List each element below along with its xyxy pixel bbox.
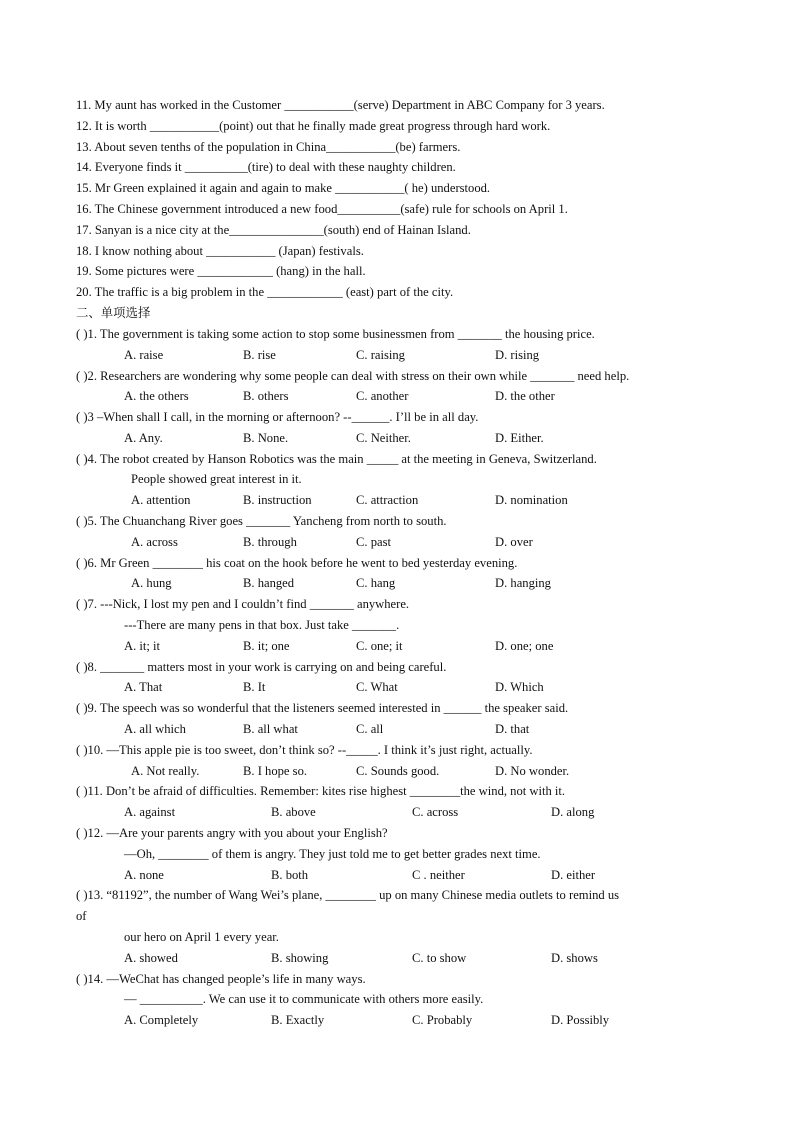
mc-option-11c: C. across (412, 805, 459, 819)
mc-option-13d: D. shows (551, 951, 598, 965)
mc-option-6a: A. hung (131, 576, 172, 590)
fill-item-14: 14. Everyone finds it __________(tire) to deal with these naughty children. (76, 160, 456, 174)
mc-option-5b: B. through (243, 535, 297, 549)
mc-option-8b: B. It (243, 680, 266, 694)
mc-option-1c: C. raising (356, 348, 405, 362)
mc-option-3c: C. Neither. (356, 431, 411, 445)
mc-option-4b: B. instruction (243, 493, 312, 507)
mc-option-2c: C. another (356, 389, 409, 403)
mc-option-7b: B. it; one (243, 639, 290, 653)
fill-item-13: 13. About seven tenths of the population in China___________(be) farmers. (76, 140, 461, 154)
mc-question-4: ( )4. The robot created by Hanson Robotics was the main _____ at the meeting in Geneva, Switzerland. (76, 452, 597, 466)
mc-option-5a: A. across (131, 535, 178, 549)
mc-option-9c: C. all (356, 722, 384, 736)
mc-option-8d: D. Which (495, 680, 544, 694)
mc-option-12c: C . neither (412, 868, 465, 882)
mc-question-13-continued: our hero on April 1 every year. (124, 930, 279, 944)
mc-option-12d: D. either (551, 868, 596, 882)
mc-option-14b: B. Exactly (271, 1013, 325, 1027)
mc-question-2: ( )2. Researchers are wondering why some people can deal with stress on their own while _______ need help. (76, 369, 630, 383)
mc-option-6c: C. hang (356, 576, 396, 590)
mc-option-10c: C. Sounds good. (356, 764, 440, 778)
mc-question-11: ( )11. Don’t be afraid of difficulties. Remember: kites rise highest ________the wind, not with it. (76, 784, 566, 798)
fill-item-20: 20. The traffic is a big problem in the ____________ (east) part of the city. (76, 285, 454, 299)
mc-option-14c: C. Probably (412, 1013, 473, 1027)
mc-option-6d: D. hanging (495, 576, 551, 590)
mc-option-11b: B. above (271, 805, 316, 819)
mc-option-1a: A. raise (124, 348, 164, 362)
mc-option-13c: C. to show (412, 951, 467, 965)
mc-option-8c: C. What (356, 680, 398, 694)
mc-question-1: ( )1. The government is taking some action to stop some businessmen from _______ the housing price. (76, 327, 595, 341)
mc-option-9a: A. all which (124, 722, 186, 736)
mc-option-14a: A. Completely (124, 1013, 199, 1027)
mc-option-7d: D. one; one (495, 639, 554, 653)
mc-option-4c: C. attraction (356, 493, 419, 507)
fill-item-17: 17. Sanyan is a nice city at the_______________(south) end of Hainan Island. (76, 223, 471, 237)
mc-option-13b: B. showing (271, 951, 329, 965)
mc-option-2a: A. the others (124, 389, 189, 403)
mc-option-12b: B. both (271, 868, 309, 882)
mc-option-4d: D. nomination (495, 493, 568, 507)
mc-option-9d: D. that (495, 722, 530, 736)
mc-option-7a: A. it; it (124, 639, 161, 653)
mc-option-14d: D. Possibly (551, 1013, 610, 1027)
section-title-multiple-choice: 二、单项选择 (76, 305, 151, 320)
mc-question-3: ( )3 –When shall I call, in the morning or afternoon? --______. I’ll be in all day. (76, 410, 479, 424)
mc-option-13a: A. showed (124, 951, 178, 965)
mc-option-2b: B. others (243, 389, 289, 403)
mc-option-3b: B. None. (243, 431, 289, 445)
mc-question-7: ( )7. ---Nick, I lost my pen and I couldn’t find _______ anywhere. (76, 597, 410, 611)
mc-option-3d: D. Either. (495, 431, 544, 445)
mc-option-8a: A. That (124, 680, 163, 694)
mc-question-13-wrap: of (76, 909, 87, 923)
mc-option-1b: B. rise (243, 348, 276, 362)
mc-question-9: ( )9. The speech was so wonderful that the listeners seemed interested in ______ the speaker said. (76, 701, 569, 715)
mc-option-10a: A. Not really. (131, 764, 200, 778)
mc-question-8: ( )8. _______ matters most in your work is carrying on and being careful. (76, 660, 447, 674)
mc-option-11a: A. against (124, 805, 176, 819)
fill-item-15: 15. Mr Green explained it again and again to make ___________( he) understood. (76, 181, 491, 195)
fill-item-18: 18. I know nothing about ___________ (Japan) festivals. (76, 244, 364, 258)
mc-option-6b: B. hanged (243, 576, 295, 590)
mc-option-4a: A. attention (131, 493, 191, 507)
fill-item-19: 19. Some pictures were ____________ (hang) in the hall. (76, 264, 366, 278)
fill-item-12: 12. It is worth ___________(point) out that he finally made great progress through hard work. (76, 119, 551, 133)
mc-option-10d: D. No wonder. (495, 764, 570, 778)
mc-question-5: ( )5. The Chuanchang River goes _______ Yancheng from north to south. (76, 514, 447, 528)
mc-option-7c: C. one; it (356, 639, 403, 653)
mc-question-14: ( )14. —WeChat has changed people’s life in many ways. (76, 972, 366, 986)
mc-option-5c: C. past (356, 535, 391, 549)
mc-question-12-reply: —Oh, ________ of them is angry. They just told me to get better grades next time. (124, 847, 541, 861)
mc-question-14-reply: — __________. We can use it to communicate with others more easily. (124, 992, 484, 1006)
mc-option-3a: A. Any. (124, 431, 163, 445)
fill-item-11: 11. My aunt has worked in the Customer ___________(serve) Department in ABC Company for 3 years. (76, 98, 605, 112)
mc-option-12a: A. none (124, 868, 164, 882)
mc-option-2d: D. the other (495, 389, 555, 403)
mc-question-10: ( )10. —This apple pie is too sweet, don’t think so? --_____. I think it’s just right, actually. (76, 743, 533, 757)
mc-question-6: ( )6. Mr Green ________ his coat on the hook before he went to bed yesterday evening. (76, 556, 518, 570)
mc-option-11d: D. along (551, 805, 595, 819)
mc-question-4-continued: People showed great interest in it. (131, 472, 302, 486)
mc-question-12: ( )12. —Are your parents angry with you about your English? (76, 826, 388, 840)
mc-question-7-reply: ---There are many pens in that box. Just take _______. (124, 618, 400, 632)
fill-item-16: 16. The Chinese government introduced a new food__________(safe) rule for schools on April 1. (76, 202, 568, 216)
mc-option-1d: D. rising (495, 348, 540, 362)
mc-option-9b: B. all what (243, 722, 298, 736)
mc-question-13: ( )13. “81192”, the number of Wang Wei’s plane, ________ up on many Chinese media outlets to remind us (76, 888, 620, 902)
mc-option-10b: B. I hope so. (243, 764, 308, 778)
mc-option-5d: D. over (495, 535, 533, 549)
